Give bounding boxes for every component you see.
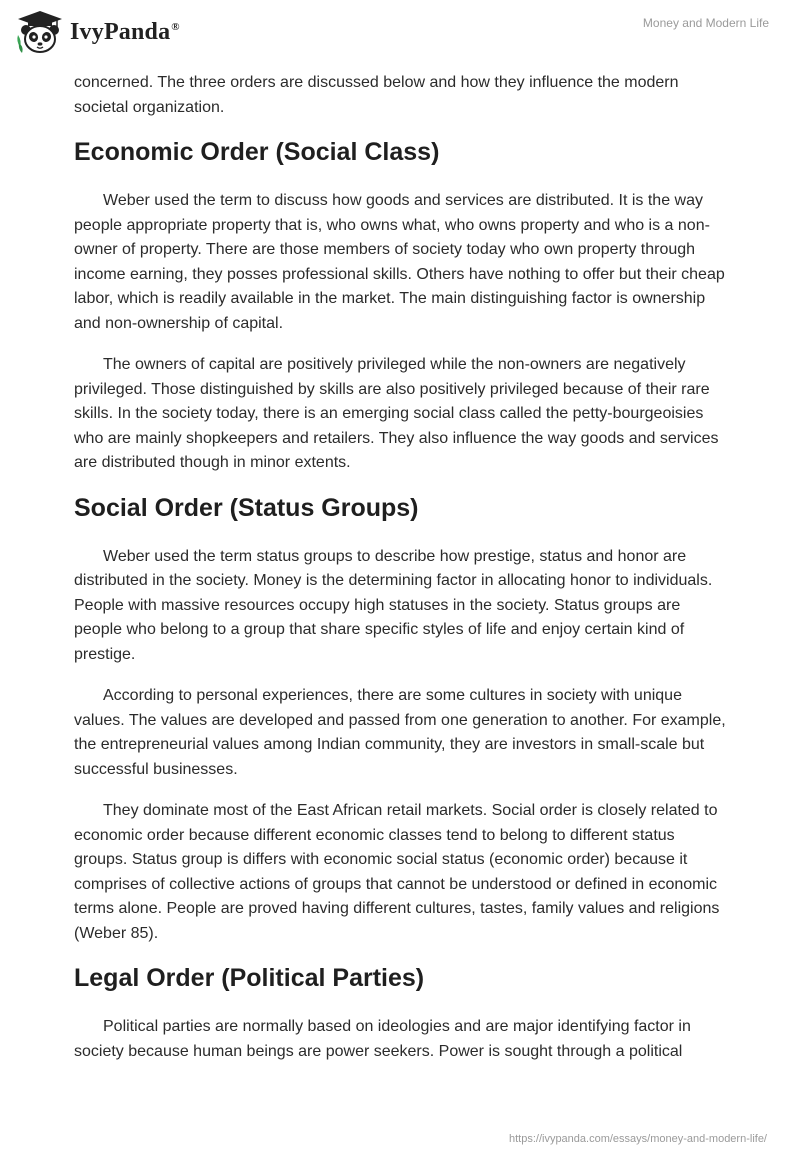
section-heading-social-order: Social Order (Status Groups) (74, 493, 419, 522)
page-header (0, 0, 800, 70)
ivypanda-logo[interactable] (16, 8, 180, 56)
panda-graduate-icon (16, 9, 64, 55)
paragraph: The owners of capital are positively privileged while the non-owners are negatively privileged. Those distinguished by skills are also positively privileged because of their rare skills. In the society today, there is an emerging social class called the petty-bourgeoisies who are mainly shopkeepers and retailers. They also influence the way goods and services are distributed though in minor extents. (74, 356, 719, 471)
paragraph: Weber used the term to discuss how goods and services are distributed. It is the way people appropriate property that is, who owns what, who owns property and who is a non-owner of property. There are those members of society today who own property through income earning, they posses professional skills. Others have nothing to offer but their cheap labor, which is readily available in the market. The main distinguishing factor is ownership and non-ownership of capital. (74, 192, 725, 332)
lead-paragraph: concerned. The three orders are discussed below and how they influence the modern societal organization. (74, 74, 679, 116)
paragraph: Weber used the term status groups to describe how prestige, status and honor are distributed in the society. Money is the determining factor in allocating honor to individuals. People with massive resources occupy high statuses in the society. Status groups are people who belong to a group that share specific styles of life and enjoy certain kind of prestige. (74, 547, 713, 663)
paragraph: According to personal experiences, there are some cultures in society with unique values. The values are developed and passed from one generation to another. For example, the entrepreneurial values among Indian community, they are investors in small-scale but successful businesses. (74, 687, 726, 778)
brand-name: IvyPanda® (70, 18, 180, 45)
section-heading-economic-order: Economic Order (Social Class) (74, 138, 440, 166)
document-title: Money and Modern Life (642, 16, 769, 30)
paragraph: They dominate most of the East African retail markets. Social order is closely related to economic order because different economic classes tend to belong to different status groups. Status group is differs with economic social status (economic order) because it comprises of collective actions of groups that cannot be understood or defined in economic terms alone. People are proved having different cultures, tastes, family values and religions (Weber 85). (74, 802, 720, 942)
source-url-link[interactable]: https://ivypanda.com/essays/money-and-modern-life/ (508, 1133, 767, 1145)
paragraph: Political parties are normally based on ideologies and are major identifying factor in society because human beings are power seekers. Power is sought through a political (74, 1018, 691, 1060)
section-heading-legal-order: Legal Order (Political Parties) (74, 964, 425, 992)
registered-mark: ® (171, 20, 180, 33)
essay-content (74, 71, 726, 1081)
